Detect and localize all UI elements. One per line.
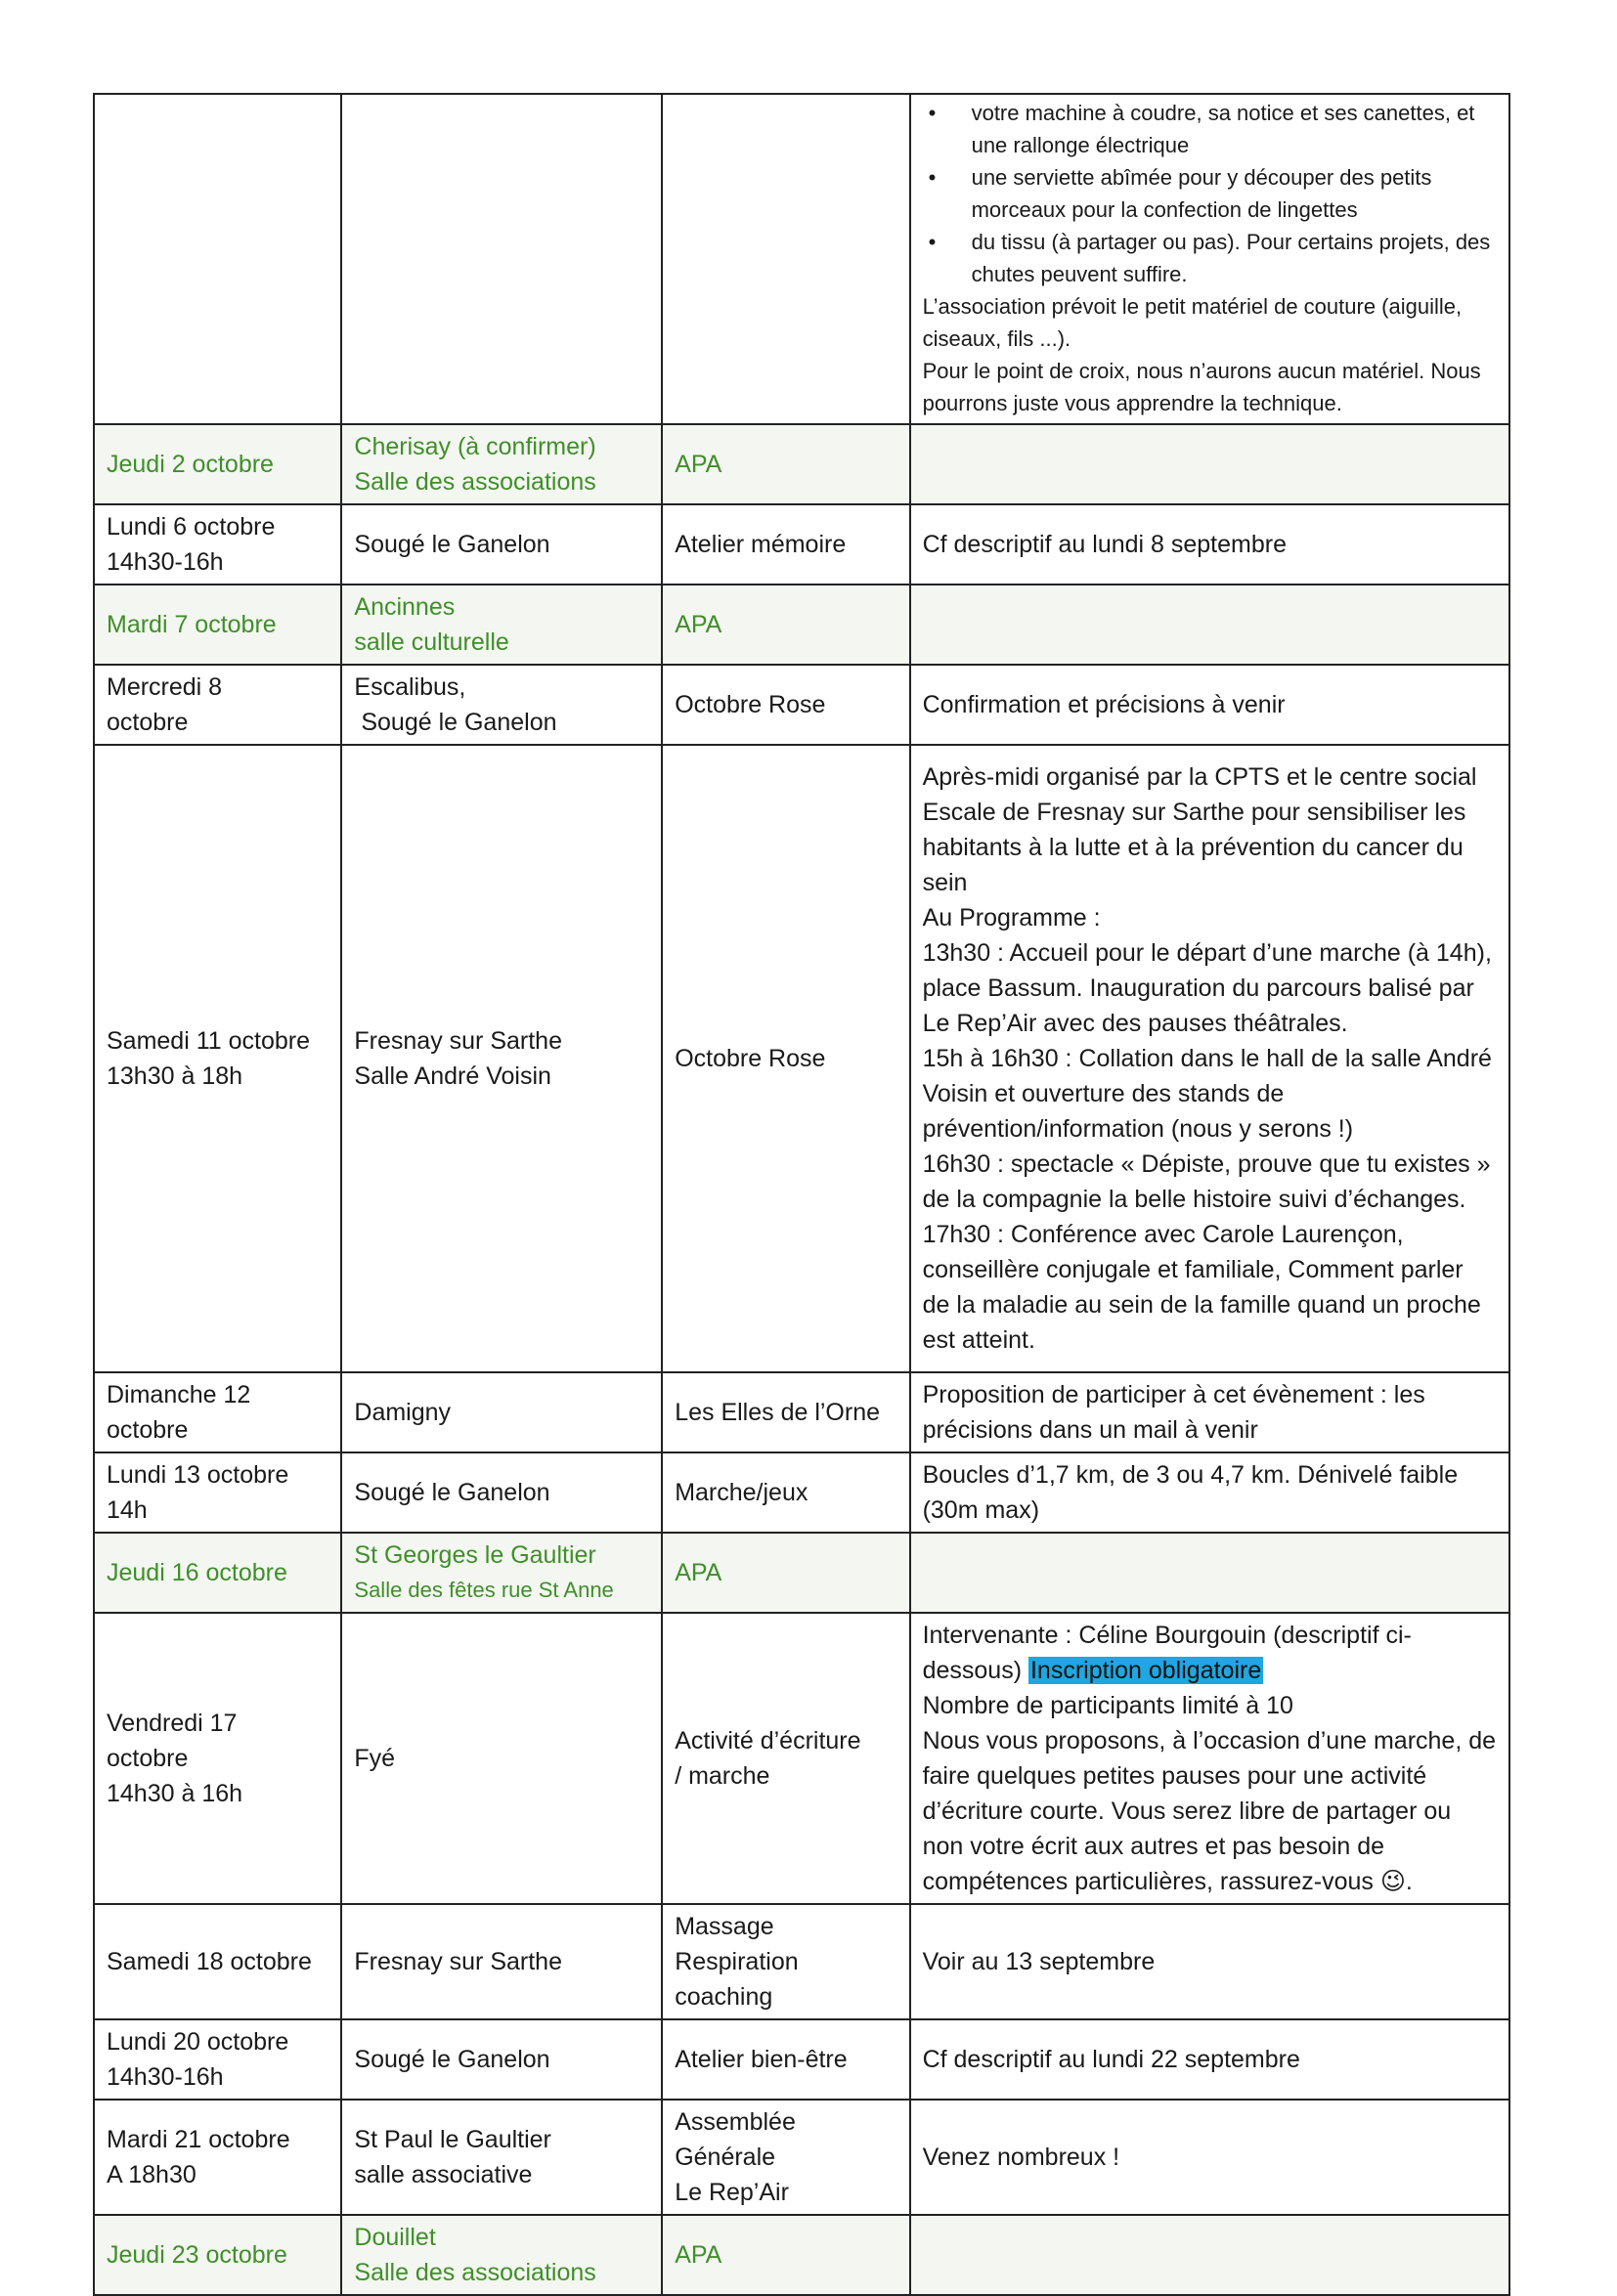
activity-cell-empty [662,94,909,424]
table-row [94,585,1509,665]
place-cell: St Paul le Gaultier salle associative [341,2100,662,2215]
materials-note: Pour le point de croix, nous n’aurons aucun matériel. Nous pourrons juste vous apprendre la technique. [922,359,1481,415]
place-cell: Fyé [341,1613,662,1904]
table-row [94,2215,1509,2295]
activity-cell: APA [662,2215,909,2295]
desc-cell: Voir au 13 septembre [910,1904,1509,2019]
place-cell: Sougé le Ganelon [341,2019,662,2100]
date-cell: Mardi 7 octobre [94,585,341,665]
intervenante-text: Intervenante : Céline Bourgouin (descriptif ci-dessous) [922,1622,1412,1684]
materials-list [923,97,1497,290]
table-row [94,1613,1509,1904]
date-cell: Vendredi 17 octobre 14h30 à 16h [94,1613,341,1904]
date-cell: Lundi 13 octobre 14h [94,1452,341,1533]
activity-cell: Atelier bien-être [662,2019,909,2100]
place-cell: Sougé le Ganelon [341,1452,662,1533]
desc-cell [910,585,1509,665]
table-row [94,1533,1509,1613]
date-cell-empty [94,94,341,424]
place-cell: Fresnay sur Sarthe [341,1904,662,2019]
materials-item: • votre machine à coudre, sa notice et ses canettes, et une rallonge électrique [972,97,1497,161]
desc-cell [910,2215,1509,2295]
date-cell: Jeudi 2 octobre [94,424,341,504]
table-row [94,2019,1509,2100]
desc-cell [910,1533,1509,1613]
continuation-desc-cell [910,94,1509,424]
activity-cell: Massage Respiration coaching [662,1904,909,2019]
date-cell: Lundi 6 octobre 14h30-16h [94,504,341,585]
activity-cell: Octobre Rose [662,745,909,1372]
place-cell: Cherisay (à confirmer) Salle des associations [341,424,662,504]
table-row [94,1904,1509,2019]
inscription-highlight: Inscription obligatoire [1029,1657,1262,1684]
activity-cell: Octobre Rose [662,665,909,745]
schedule-table [93,93,1510,2296]
place-cell: Damigny [341,1372,662,1452]
activity-cell: APA [662,585,909,665]
place-cell: Fresnay sur Sarthe Salle André Voisin [341,745,662,1372]
place-cell: Escalibus, Sougé le Ganelon [341,665,662,745]
date-cell: Jeudi 23 octobre [94,2215,341,2295]
activity-cell: APA [662,424,909,504]
activity-cell: Les Elles de l’Orne [662,1372,909,1452]
table-row [94,2100,1509,2215]
materials-item: • une serviette abîmée pour y découper des petits morceaux pour la confection de lingettes [972,161,1497,226]
materials-note: L’association prévoit le petit matériel de couture (aiguille, ciseaux, fils ...). [922,294,1463,351]
desc-cell: Boucles d’1,7 km, de 3 ou 4,7 km. Dénivelé faible (30m max) [910,1452,1509,1533]
place-cell-empty [341,94,662,424]
materials-item: • du tissu (à partager ou pas). Pour certains projets, des chutes peuvent suffire. [972,226,1497,290]
desc-cell: Proposition de participer à cet évènement : les précisions dans un mail à venir [910,1372,1509,1452]
desc-cell [910,424,1509,504]
table-row [94,504,1509,585]
place-cell: Douillet Salle des associations [341,2215,662,2295]
table-row [94,1372,1509,1452]
activity-cell: APA [662,1533,909,1613]
desc-cell: Après-midi organisé par la CPTS et le centre social Escale de Fresnay sur Sarthe pour sensibiliser les habitants à la lutte et à la prévention du cancer du sein Au Programme : 13h30 : Accueil pour le départ d’une marche (à 14h), place Bassum. Inauguration du parcours balisé par Le Rep’Air avec des pauses théâtrales. 15h à 16h30 : Collation dans le hall de la salle André Voisin et ouverture des stands de prévention/information (nous y serons !) 16h30 : spectacle « Dépiste, prouve que tu existes » de la compagnie la belle histoire suivi d’échanges. 17h30 : Conférence avec Carole Laurençon, conseillère conjugale et familiale, Comment parler de la maladie au sein de la famille quand un proche est atteint. [910,745,1509,1372]
place-cell: Ancinnes salle culturelle [341,585,662,665]
desc-cell: Cf descriptif au lundi 8 septembre [910,504,1509,585]
table-row [94,1452,1509,1533]
activity-cell: Atelier mémoire [662,504,909,585]
table-row [94,665,1509,745]
date-cell: Mercredi 8 octobre [94,665,341,745]
table-row [94,745,1509,1372]
activity-cell: Marche/jeux [662,1452,909,1533]
date-cell: Samedi 18 octobre [94,1904,341,2019]
table-row [94,424,1509,504]
place-cell: Sougé le Ganelon [341,504,662,585]
desc-cell: Cf descriptif au lundi 22 septembre [910,2019,1509,2100]
place-cell: St Georges le Gaultier Salle des fêtes rue St Anne [341,1533,662,1613]
desc-cell: Intervenante : Céline Bourgouin (descriptif ci-dessous) Inscription obligatoire Nombre de participants limité à 10 Nous vous proposons, à l’occasion d’une marche, de faire quelques petites pauses pour une activité d’écriture courte. Vous serez libre de partager ou non votre écrit aux autres et pas besoin de compétences particulières, rassurez-vous 😉. [910,1613,1509,1904]
date-cell: Mardi 21 octobre A 18h30 [94,2100,341,2215]
date-cell: Dimanche 12 octobre [94,1372,341,1452]
date-cell: Jeudi 16 octobre [94,1533,341,1613]
date-cell: Samedi 11 octobre 13h30 à 18h [94,745,341,1372]
continuation-row [94,94,1509,424]
date-cell: Lundi 20 octobre 14h30-16h [94,2019,341,2100]
desc-cell: Confirmation et précisions à venir [910,665,1509,745]
activity-cell: Assemblée Générale Le Rep’Air [662,2100,909,2215]
activity-cell: Activité d’écriture / marche [662,1613,909,1904]
desc-cell: Venez nombreux ! [910,2100,1509,2215]
